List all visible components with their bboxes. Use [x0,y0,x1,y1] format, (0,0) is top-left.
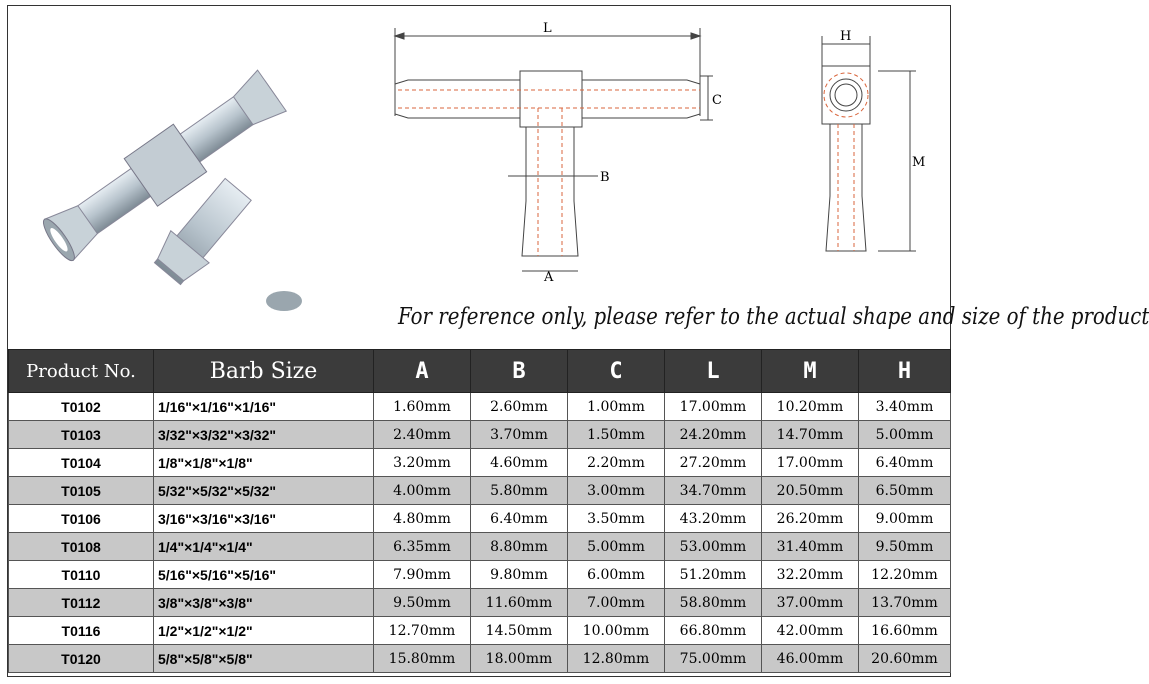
h-cell: 5.00mm [859,421,951,449]
c-cell: 7.00mm [568,589,665,617]
a-cell: 4.80mm [374,505,471,533]
c-cell: 10.00mm [568,617,665,645]
barb-size-cell: 1/8"×1/8"×1/8" [154,449,374,477]
a-cell: 15.80mm [374,645,471,673]
l-cell: 27.20mm [665,449,762,477]
header-barb-size: Barb Size [154,350,374,393]
l-cell: 24.20mm [665,421,762,449]
illustration-area [8,6,1149,349]
product-no-cell: T0103 [9,421,154,449]
c-cell: 6.00mm [568,561,665,589]
barb-size-cell: 1/4"×1/4"×1/4" [154,533,374,561]
l-cell: 75.00mm [665,645,762,673]
spec-sheet [7,5,1149,677]
header-a: A [374,350,471,393]
dim-label-h: H [840,29,852,44]
table-row [9,617,951,645]
product-no-cell: T0102 [9,393,154,421]
h-cell: 20.60mm [859,645,951,673]
product-no-cell: T0106 [9,505,154,533]
barb-size-cell: 5/32"×5/32"×5/32" [154,477,374,505]
m-cell: 37.00mm [762,589,859,617]
table-row [9,561,951,589]
l-cell: 58.80mm [665,589,762,617]
b-cell: 8.80mm [471,533,568,561]
dim-label-l: L [543,21,552,36]
b-cell: 5.80mm [471,477,568,505]
barb-size-cell: 3/16"×3/16"×3/16" [154,505,374,533]
l-cell: 43.20mm [665,505,762,533]
header-c: C [568,350,665,393]
table-row [9,421,951,449]
h-cell: 13.70mm [859,589,951,617]
c-cell: 3.50mm [568,505,665,533]
b-cell: 4.60mm [471,449,568,477]
barb-size-cell: 1/2"×1/2"×1/2" [154,617,374,645]
product-no-cell: T0110 [9,561,154,589]
header-product-no: Product No. [9,350,154,393]
table-row [9,505,951,533]
product-no-cell: T0116 [9,617,154,645]
product-no-cell: T0108 [9,533,154,561]
a-cell: 4.00mm [374,477,471,505]
m-cell: 42.00mm [762,617,859,645]
m-cell: 26.20mm [762,505,859,533]
c-cell: 1.50mm [568,421,665,449]
table-row [9,645,951,673]
a-cell: 1.60mm [374,393,471,421]
dim-label-a: A [544,270,554,285]
b-cell: 18.00mm [471,645,568,673]
m-cell: 20.50mm [762,477,859,505]
table-row [9,589,951,617]
a-cell: 2.40mm [374,421,471,449]
l-cell: 34.70mm [665,477,762,505]
h-cell: 9.00mm [859,505,951,533]
a-cell: 9.50mm [374,589,471,617]
header-m: M [762,350,859,393]
table-row [9,477,951,505]
l-cell: 66.80mm [665,617,762,645]
barb-size-cell: 3/8"×3/8"×3/8" [154,589,374,617]
h-cell: 12.20mm [859,561,951,589]
b-cell: 9.80mm [471,561,568,589]
c-cell: 3.00mm [568,477,665,505]
c-cell: 5.00mm [568,533,665,561]
header-l: L [665,350,762,393]
side-view-drawing [798,26,928,266]
dim-label-c: C [712,93,722,108]
reference-note: For reference only, please refer to the actual shape and size of the product [398,304,1149,330]
m-cell: 32.20mm [762,561,859,589]
header-h: H [859,350,951,393]
a-cell: 7.90mm [374,561,471,589]
b-cell: 11.60mm [471,589,568,617]
l-cell: 53.00mm [665,533,762,561]
h-cell: 6.50mm [859,477,951,505]
h-cell: 16.60mm [859,617,951,645]
b-cell: 2.60mm [471,393,568,421]
barb-size-cell: 5/16"×5/16"×5/16" [154,561,374,589]
c-cell: 12.80mm [568,645,665,673]
h-cell: 6.40mm [859,449,951,477]
m-cell: 14.70mm [762,421,859,449]
l-cell: 51.20mm [665,561,762,589]
barb-size-cell: 1/16"×1/16"×1/16" [154,393,374,421]
tee-fitting-photo [16,36,316,296]
a-cell: 6.35mm [374,533,471,561]
header-b: B [471,350,568,393]
dim-label-b: B [600,170,610,185]
table-row [9,449,951,477]
barb-size-cell: 5/8"×5/8"×5/8" [154,645,374,673]
m-cell: 31.40mm [762,533,859,561]
m-cell: 10.20mm [762,393,859,421]
l-cell: 17.00mm [665,393,762,421]
a-cell: 3.20mm [374,449,471,477]
front-view-drawing [378,16,722,286]
h-cell: 9.50mm [859,533,951,561]
c-cell: 1.00mm [568,393,665,421]
h-cell: 3.40mm [859,393,951,421]
b-cell: 6.40mm [471,505,568,533]
barb-size-cell: 3/32"×3/32"×3/32" [154,421,374,449]
product-no-cell: T0105 [9,477,154,505]
c-cell: 2.20mm [568,449,665,477]
m-cell: 17.00mm [762,449,859,477]
table-header-row [9,350,951,393]
b-cell: 3.70mm [471,421,568,449]
dim-label-m: M [912,155,926,170]
product-no-cell: T0120 [9,645,154,673]
product-no-cell: T0104 [9,449,154,477]
product-no-cell: T0112 [9,589,154,617]
spec-table [8,349,951,673]
table-row [9,533,951,561]
a-cell: 12.70mm [374,617,471,645]
m-cell: 46.00mm [762,645,859,673]
table-row [9,393,951,421]
b-cell: 14.50mm [471,617,568,645]
